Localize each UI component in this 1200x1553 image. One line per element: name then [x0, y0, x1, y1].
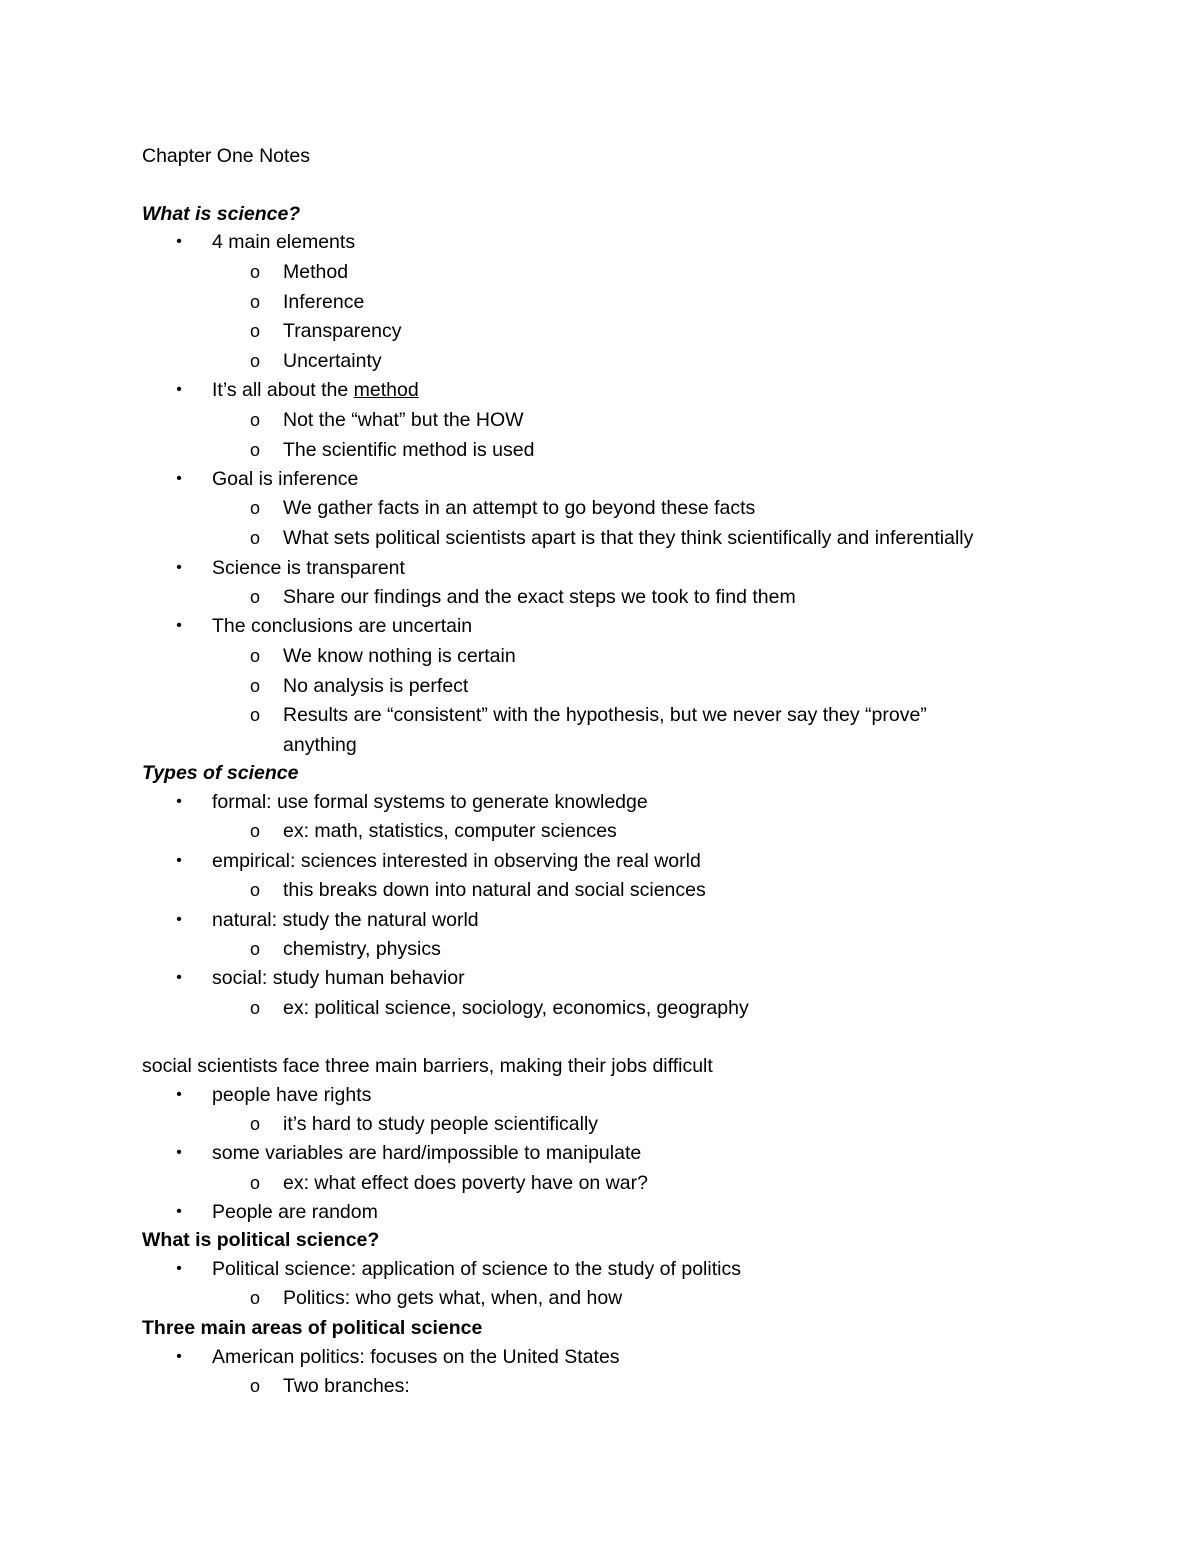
sub-text: it’s hard to study people scientifically	[283, 1113, 599, 1135]
sub-text: What sets political scientists apart is that they think scientifically and inferentially	[283, 527, 974, 549]
bullet-text: 4 main elements	[212, 231, 356, 253]
sub-text: Share our findings and the exact steps we took to find them	[283, 586, 796, 608]
bullet-marker: •	[176, 1203, 182, 1220]
sub-text: ex: what effect does poverty have on war?	[283, 1172, 648, 1194]
bullet-text: Goal is inference	[212, 468, 359, 490]
sub-marker: o	[249, 1288, 260, 1308]
sub-text: Method	[283, 261, 349, 283]
bullet-text: natural: study the natural world	[212, 909, 479, 931]
sub-text: Inference	[283, 291, 365, 313]
sub-marker: o	[249, 321, 260, 341]
sub-marker: o	[249, 292, 260, 312]
sub-text: No analysis is perfect	[283, 675, 469, 697]
sub-text-continuation: anything	[283, 734, 357, 756]
bullet-marker: •	[176, 1260, 182, 1277]
bullet-marker: •	[176, 470, 182, 487]
sub-text: this breaks down into natural and social sciences	[283, 879, 706, 901]
section-heading: What is science?	[142, 203, 301, 225]
sub-text: chemistry, physics	[283, 938, 441, 960]
sub-text: Uncertainty	[283, 350, 382, 372]
sub-text: We know nothing is certain	[283, 645, 516, 667]
sub-marker: o	[249, 528, 260, 548]
bullet-text: American politics: focuses on the United States	[212, 1346, 620, 1368]
sub-marker: o	[249, 939, 260, 959]
sub-text: We gather facts in an attempt to go beyond these facts	[283, 497, 756, 519]
bullet-marker: •	[176, 1144, 182, 1161]
bullet-text: social: study human behavior	[212, 967, 465, 989]
sub-marker: o	[249, 821, 260, 841]
section-heading: What is political science?	[142, 1229, 380, 1251]
sub-marker: o	[249, 998, 260, 1018]
sub-marker: o	[249, 351, 260, 371]
bullet-marker: •	[176, 911, 182, 928]
bullet-marker: •	[176, 969, 182, 986]
sub-text: The scientific method is used	[283, 439, 535, 461]
bullet-text: The conclusions are uncertain	[212, 615, 473, 637]
sub-text: ex: math, statistics, computer sciences	[283, 820, 617, 842]
bullet-marker: •	[176, 1348, 182, 1365]
sub-marker: o	[249, 410, 260, 430]
bullet-marker: •	[176, 381, 182, 398]
sub-text: Transparency	[283, 320, 402, 342]
doc-title: Chapter One Notes	[142, 145, 311, 167]
bullet-text	[212, 375, 419, 405]
bullet-marker: •	[176, 233, 182, 250]
bullet-text: people have rights	[212, 1084, 372, 1106]
sub-marker: o	[249, 587, 260, 607]
bullet-text: Science is transparent	[212, 557, 405, 579]
section-heading: Three main areas of political science	[142, 1317, 483, 1339]
bullet-marker: •	[176, 793, 182, 810]
section-heading: Types of science	[142, 762, 299, 784]
sub-text: Two branches:	[283, 1375, 410, 1397]
paragraph-intro: social scientists face three main barriers, making their jobs difficult	[142, 1055, 713, 1077]
bullet-text: empirical: sciences interested in observing the real world	[212, 850, 701, 872]
bullet-text: formal: use formal systems to generate knowledge	[212, 791, 648, 813]
bullet-marker: •	[176, 1086, 182, 1103]
sub-marker: o	[249, 1376, 260, 1396]
sub-text: ex: political science, sociology, economics, geography	[283, 997, 749, 1019]
sub-marker: o	[249, 1173, 260, 1193]
underlined-word: method	[353, 379, 419, 401]
sub-marker: o	[249, 676, 260, 696]
sub-marker: o	[249, 880, 260, 900]
bullet-marker: •	[176, 617, 182, 634]
bullet-marker: •	[176, 852, 182, 869]
sub-text: Not the “what” but the HOW	[283, 409, 524, 431]
sub-marker: o	[249, 498, 260, 518]
bullet-text: some variables are hard/impossible to manipulate	[212, 1142, 642, 1164]
sub-text: Politics: who gets what, when, and how	[283, 1287, 623, 1309]
bullet-marker: •	[176, 559, 182, 576]
sub-marker: o	[249, 705, 260, 725]
sub-marker: o	[249, 262, 260, 282]
sub-marker: o	[249, 1114, 260, 1134]
sub-marker: o	[249, 646, 260, 666]
sub-text: Results are “consistent” with the hypothesis, but we never say they “prove”	[283, 704, 927, 726]
bullet-text: People are random	[212, 1201, 378, 1223]
bullet-text-prefix: It’s all about the	[212, 379, 354, 401]
sub-marker: o	[249, 440, 260, 460]
bullet-text: Political science: application of science to the study of politics	[212, 1258, 741, 1280]
